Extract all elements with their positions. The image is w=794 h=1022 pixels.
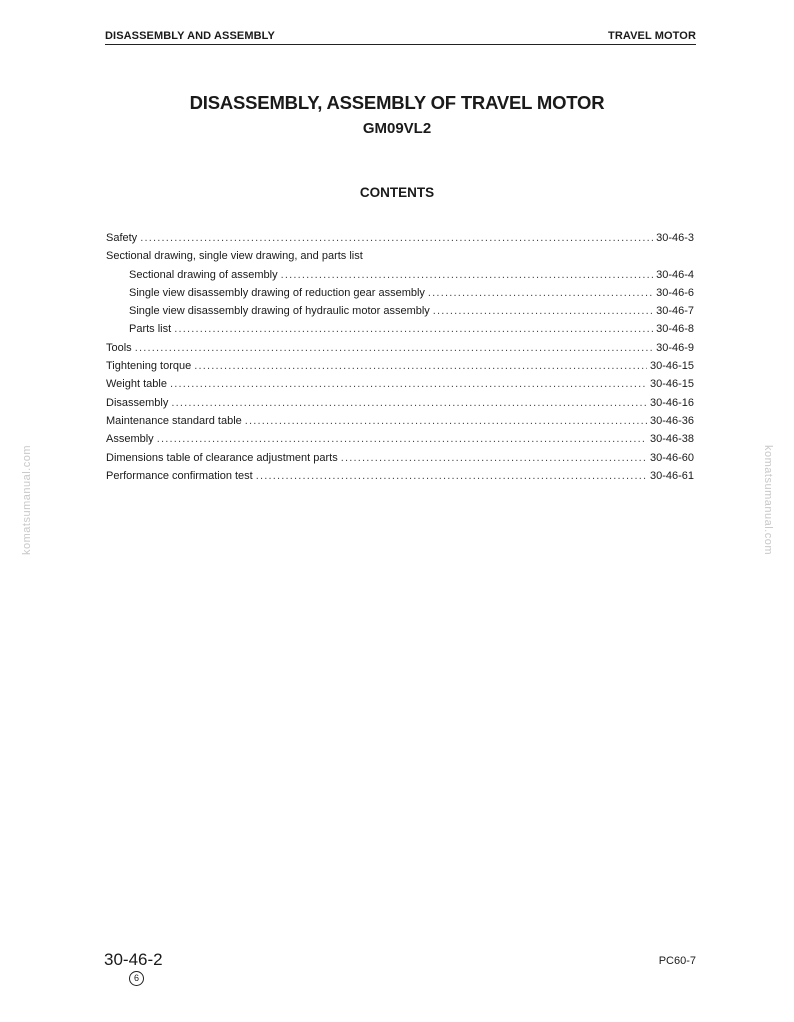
toc-item-sectional-drawing[interactable] — [106, 266, 694, 284]
dot-leader — [428, 284, 653, 302]
page-subtitle: GM09VL2 — [362, 120, 432, 137]
toc-label: Single view disassembly drawing of hydraulic motor assembly — [129, 305, 430, 318]
revision-mark-icon: 6 — [129, 971, 144, 986]
dot-leader — [135, 339, 653, 357]
toc-label: Weight table — [106, 378, 167, 391]
toc-label: Safety — [106, 232, 138, 244]
dot-leader — [281, 266, 654, 284]
toc-label: Sectional drawing, single view drawing, and parts list — [106, 250, 363, 263]
toc-page: 30-46-15 — [649, 378, 694, 391]
toc-page: 30-46-60 — [649, 451, 694, 464]
dot-leader — [170, 375, 647, 393]
toc-label: Tightening torque — [106, 360, 192, 373]
dot-leader — [433, 302, 653, 320]
toc-page: 30-46-9 — [656, 341, 694, 354]
toc-item-safety[interactable] — [106, 229, 694, 247]
toc-item-disassembly[interactable] — [106, 394, 694, 412]
toc-item-reduction-gear-drawing[interactable] — [106, 284, 694, 302]
dot-leader — [140, 229, 653, 247]
toc-item-maintenance-standard-table[interactable] — [106, 412, 694, 430]
toc-item-assembly[interactable] — [106, 430, 694, 448]
watermark-left: komatsumanual.com — [21, 445, 33, 555]
footer-page-number: 30-46-2 — [104, 950, 163, 969]
toc-item-performance-test[interactable] — [106, 467, 694, 485]
section-header: DISASSEMBLY AND ASSEMBLY — [105, 30, 275, 42]
toc-item-weight-table[interactable] — [106, 375, 694, 393]
table-of-contents — [106, 229, 694, 485]
toc-page: 30-46-16 — [649, 396, 694, 409]
toc-page: 30-46-15 — [649, 360, 694, 373]
toc-item-dimensions-table[interactable] — [106, 449, 694, 467]
toc-page: 30-46-7 — [656, 305, 694, 318]
dot-leader — [171, 394, 647, 412]
toc-label: Sectional drawing of assembly — [129, 268, 278, 281]
footer-model: PC60-7 — [658, 955, 696, 967]
toc-item-tightening-torque[interactable] — [106, 357, 694, 375]
toc-label: Single view disassembly drawing of reduction gear assembly — [129, 286, 425, 299]
toc-label: Parts list — [129, 323, 172, 336]
dot-leader — [174, 320, 653, 338]
toc-label: Performance confirmation test — [106, 469, 253, 482]
dot-leader — [245, 412, 647, 430]
chapter-header: TRAVEL MOTOR — [608, 30, 696, 42]
dot-leader — [194, 357, 647, 375]
dot-leader — [341, 449, 647, 467]
toc-label: Assembly — [106, 433, 154, 446]
toc-page: 30-46-38 — [649, 433, 694, 446]
toc-label: Tools — [106, 341, 132, 354]
toc-page: 30-46-61 — [649, 469, 694, 482]
toc-item-parts-list[interactable] — [106, 320, 694, 338]
dot-leader — [256, 467, 647, 485]
toc-page: 30-46-3 — [656, 232, 694, 244]
contents-heading: CONTENTS — [359, 185, 435, 200]
watermark-right: komatsumanual.com — [762, 445, 774, 555]
toc-item-tools[interactable] — [106, 339, 694, 357]
toc-label: Disassembly — [106, 396, 169, 409]
toc-page: 30-46-4 — [656, 268, 694, 281]
toc-page: 30-46-6 — [656, 286, 694, 299]
toc-label: Dimensions table of clearance adjustment parts — [106, 451, 338, 464]
toc-item-drawings-group[interactable] — [106, 247, 694, 265]
dot-leader — [157, 430, 647, 448]
toc-item-hydraulic-motor-drawing[interactable] — [106, 302, 694, 320]
toc-label: Maintenance standard table — [106, 414, 242, 427]
toc-page: 30-46-8 — [656, 323, 694, 336]
running-header — [105, 30, 696, 45]
toc-page: 30-46-36 — [649, 414, 694, 427]
page-title: DISASSEMBLY, ASSEMBLY OF TRAVEL MOTOR — [189, 92, 605, 113]
